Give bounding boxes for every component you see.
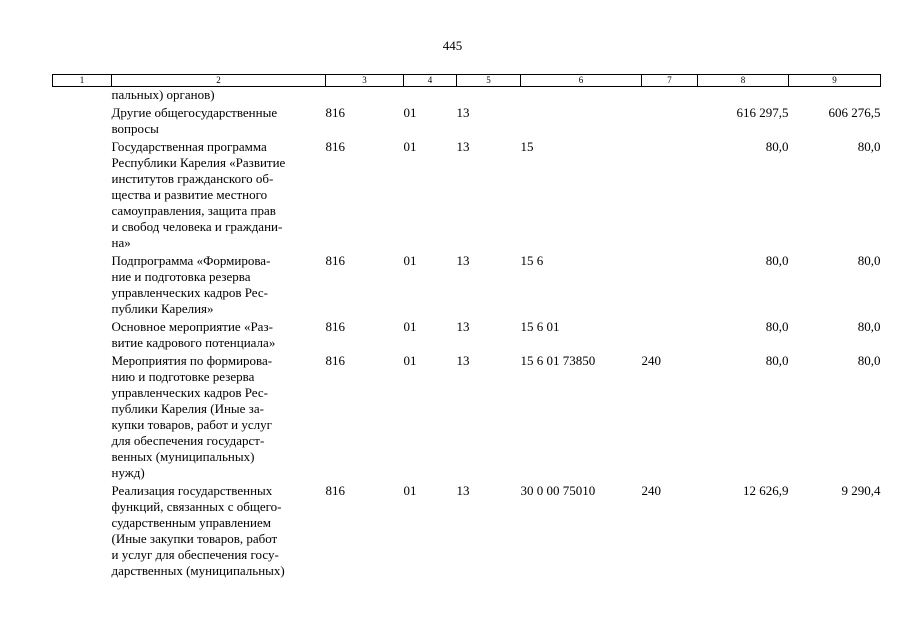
row-number-cell [53, 253, 112, 319]
section-code-cell: 01 [403, 253, 417, 268]
row-name-line: сударственным управлением [111, 515, 271, 530]
row-name-line: венных (муниципальных) [111, 449, 255, 464]
subsection-code-cell: 13 [456, 319, 470, 334]
subsection-code-cell: 13 [456, 253, 470, 268]
header-cell-5: 5 [457, 75, 521, 87]
row-name-line: ние и подготовка резерва [111, 269, 251, 284]
row-name-line: витие кадрового потенциала» [111, 335, 276, 350]
header-cell-3: 3 [326, 75, 404, 87]
row-name-line: Государственная программа [111, 139, 267, 154]
section-code-cell: 01 [403, 139, 417, 154]
row-number-cell [53, 105, 112, 139]
row-name-line: управленческих кадров Рес- [111, 285, 268, 300]
row-name-line: и услуг для обеспечения госу- [111, 547, 279, 562]
row-name-cell [112, 139, 326, 253]
row-name-line: Другие общегосударственные [111, 105, 278, 120]
expense-type-cell [642, 253, 698, 319]
table-row [53, 139, 881, 253]
row-name-line: управленческих кадров Рес- [111, 385, 268, 400]
header-cell-2: 2 [112, 75, 326, 87]
amount-year2-cell: 80,0 [857, 353, 881, 368]
target-article-cell: 15 6 01 73850 [520, 353, 596, 368]
amount-year2-cell: 80,0 [857, 319, 881, 334]
row-name-line: вопросы [111, 121, 159, 136]
row-name-line: нужд) [111, 465, 145, 480]
row-name-line: Подпрограмма «Формирова- [111, 253, 271, 268]
expense-type-cell [642, 319, 698, 353]
section-code-cell: 01 [403, 105, 417, 120]
expense-type-cell: 240 [641, 483, 661, 498]
row-number-cell [53, 319, 112, 353]
page-number: 445 [442, 38, 463, 53]
subsection-code-cell: 13 [456, 105, 470, 120]
header-cell-8: 8 [698, 75, 789, 87]
amount-year1-cell: 80,0 [765, 139, 789, 154]
target-article-cell: 15 [520, 139, 534, 154]
ministry-code-cell: 816 [325, 139, 345, 154]
row-name-line: Основное мероприятие «Раз- [111, 319, 273, 334]
table-row [53, 253, 881, 319]
header-cell-6: 6 [521, 75, 642, 87]
subsection-code-cell: 13 [456, 139, 470, 154]
amount-year1-cell: 616 297,5 [736, 105, 789, 120]
header-cell-7: 7 [642, 75, 698, 87]
row-name-cell [112, 253, 326, 319]
table-row [53, 483, 881, 581]
row-name-line: Реализация государственных [111, 483, 273, 498]
ministry-code-cell: 816 [325, 353, 345, 368]
row-name-cell [112, 353, 326, 483]
continuation-row [53, 87, 881, 106]
row-name-line: дарственных (муниципальных) [111, 563, 285, 578]
row-name-line: щества и развитие местного [111, 187, 268, 202]
subsection-code-cell: 13 [456, 353, 470, 368]
expense-type-cell [642, 139, 698, 253]
row-name-line: на» [111, 235, 131, 250]
header-cell-4: 4 [404, 75, 457, 87]
row-name-line: для обеспечения государст- [111, 433, 265, 448]
expense-type-cell [642, 105, 698, 139]
table-header [53, 75, 881, 87]
budget-table [52, 74, 881, 581]
row-name-line: Республики Карелия «Развитие [111, 155, 286, 170]
amount-year2-cell: 80,0 [857, 253, 881, 268]
row-number-cell [53, 139, 112, 253]
header-cell-9: 9 [789, 75, 881, 87]
row-name-line: самоуправления, защита прав [111, 203, 276, 218]
row-name-line: купки товаров, работ и услуг [111, 417, 272, 432]
row-number-cell [53, 483, 112, 581]
section-code-cell: 01 [403, 353, 417, 368]
row-name-cell [112, 483, 326, 581]
amount-year1-cell: 80,0 [765, 253, 789, 268]
ministry-code-cell: 816 [325, 253, 345, 268]
amount-year2-cell: 80,0 [857, 139, 881, 154]
header-cell-1: 1 [53, 75, 112, 87]
row-name-line: публики Карелия (Иные за- [111, 401, 264, 416]
amount-year1-cell: 12 626,9 [743, 483, 789, 498]
table-row [53, 353, 881, 483]
amount-year2-cell: 9 290,4 [841, 483, 881, 498]
amount-year1-cell: 80,0 [765, 353, 789, 368]
target-article-cell [521, 105, 642, 139]
expense-type-cell: 240 [641, 353, 661, 368]
row-name-line: функций, связанных с общего- [111, 499, 282, 514]
row-number-cell [53, 353, 112, 483]
target-article-cell: 30 0 00 75010 [520, 483, 596, 498]
row-name-line: институтов гражданского об- [111, 171, 274, 186]
section-code-cell: 01 [403, 483, 417, 498]
target-article-cell: 15 6 [520, 253, 544, 268]
section-code-cell: 01 [403, 319, 417, 334]
row-name-line: Мероприятия по формирова- [111, 353, 273, 368]
row-name-line: (Иные закупки товаров, работ [111, 531, 278, 546]
target-article-cell: 15 6 01 [520, 319, 560, 334]
row-name-cell [112, 319, 326, 353]
subsection-code-cell: 13 [456, 483, 470, 498]
row-name-line: и свобод человека и граждани- [111, 219, 283, 234]
table-row [53, 105, 881, 139]
amount-year1-cell: 80,0 [765, 319, 789, 334]
row-name-line: нию и подготовке резерва [111, 369, 255, 384]
ministry-code-cell: 816 [325, 319, 345, 334]
ministry-code-cell: 816 [325, 483, 345, 498]
ministry-code-cell: 816 [325, 105, 345, 120]
table-body [53, 87, 881, 582]
row-name-line: публики Карелия» [111, 301, 214, 316]
continuation-text: пальных) органов) [111, 87, 215, 102]
table-row [53, 319, 881, 353]
row-name-cell [112, 105, 326, 139]
amount-year2-cell: 606 276,5 [828, 105, 881, 120]
header-row [53, 75, 881, 87]
